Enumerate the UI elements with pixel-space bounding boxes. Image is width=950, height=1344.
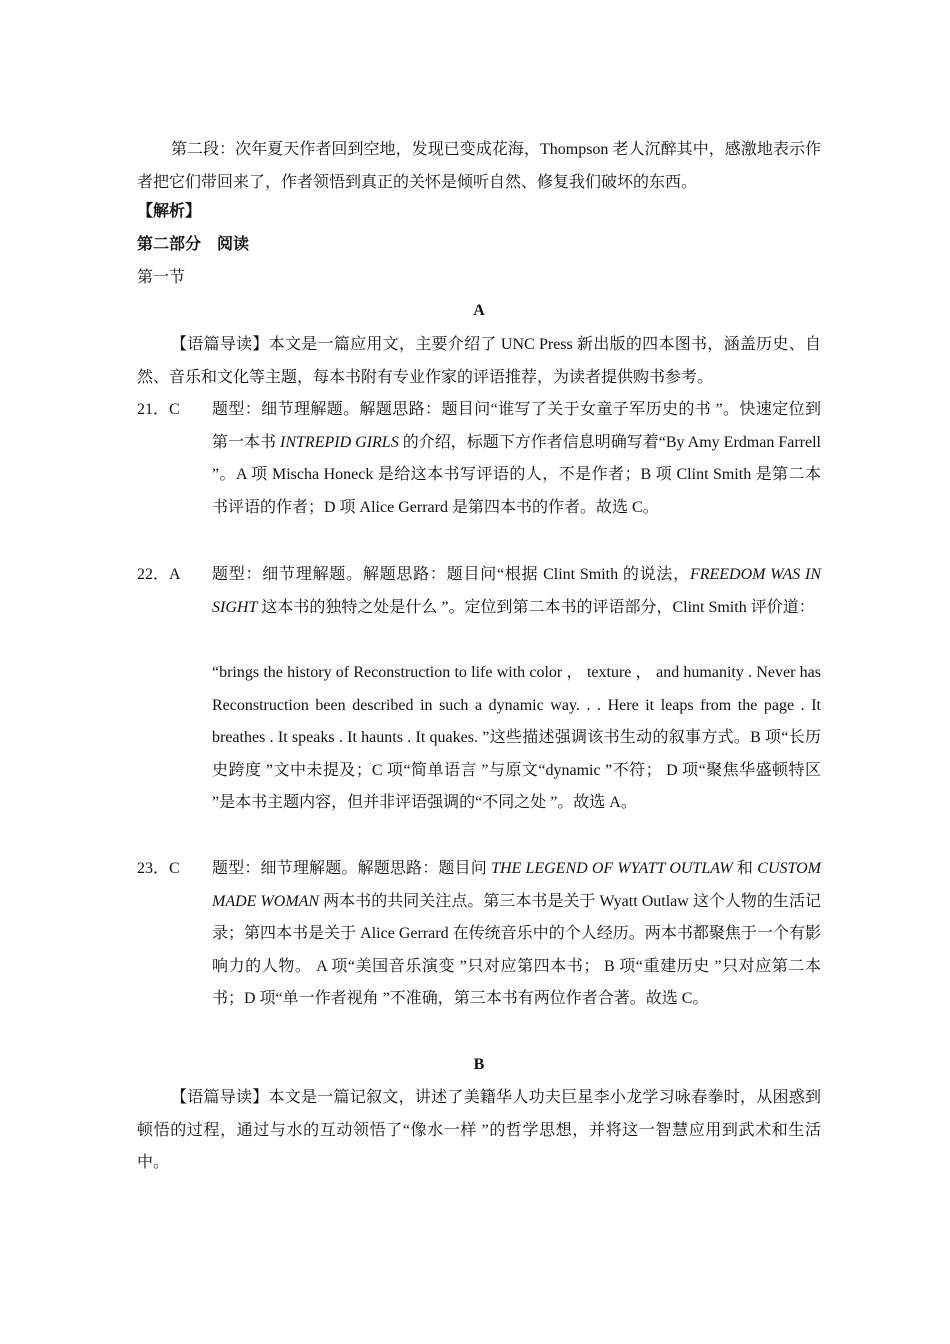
intro-paragraph: 第二段：次年夏天作者回到空地，发现已变成花海，Thompson 老人沉醉其中，感激地表示作者把它们带回来了，作者领悟到真正的关怀是倾听自然、修复我们破坏的东西。 (137, 141, 821, 191)
q22-quote: “brings the history of Reconstruction to life with color ， texture ， and humanity . Never has Reconstruction been described in such a dynamic way. . . Here it leaps from the page . It breathes . It speaks . It haunts . It quakes. ”这些描述强调该书生动的叙事方式。B 项“长历史跨度 ”文中未提及；C 项“简单语言 ”与原文“dynamic ”不符； D 项“聚焦华盛顿特区 ”是本书主题内容，但并非评语强调的“不同之处 ”。故选 A。 (212, 664, 821, 812)
part-heading: 第二部分 阅读 (137, 236, 250, 253)
q22-explanation (212, 559, 821, 624)
q23-explanation (212, 853, 821, 1016)
passage-b-guide: 【语篇导读】本文是一篇记叙文，讲述了美籍华人功夫巨星李小龙学习咏春拳时，从困惑到顿悟的过程，通过与水的互动领悟了“像水一样 ”的哲学思想，并将这一智慧应用到武术和生活中。 (137, 1089, 821, 1171)
q21-number: 21．C (137, 401, 180, 418)
passage-b-letter: B (473, 1056, 485, 1073)
q21-text-1: 题型：细节理解题。解题思路：题目问“谁写了关于女童子军历史的书 ”。快速定位到第一本书 (212, 401, 821, 451)
q22-text-2: 这本书的独特之处是什么 ”。定位到第二本书的评语部分，Clint Smith 评价道： (257, 598, 815, 616)
q21-text-2: 的介绍，标题下方作者信息明确写着“By Amy Erdman Farrell ”。A 项 Mischa Honeck 是给这本书写评语的人，不是作者；B 项 Clint Smith 是第二本书评语的作者；D 项 Alice Gerrard 是第四本书的作者。故选 C。 (212, 433, 821, 516)
passage-a-letter: A (473, 302, 485, 319)
q21-explanation (212, 394, 821, 524)
q23-text-2: 和 (732, 860, 758, 877)
q23-number: 23．C (137, 860, 180, 877)
q21-book-title: INTREPID GIRLS (280, 433, 399, 451)
q23-book-title-1: THE LEGEND OF WYATT OUTLAW (491, 860, 733, 877)
q22-book-title: FREEDOM WAS IN SIGHT (212, 566, 821, 616)
q22-number: 22．A (137, 566, 181, 583)
q23-book-title-2: CUSTOM MADE WOMAN (212, 860, 821, 910)
q23-text-3: 两本书的共同关注点。第三本书是关于 Wyatt Outlaw 这个人物的生活记录；第四本书是关于 Alice Gerrard 在传统音乐中的个人经历。两本书都聚焦于一个有影响力的人物。 A 项“美国音乐演变 ”只对应第四本书； B 项“重建历史 ”只对应第二本书；D 项“单一作者视角 ”不准确，第三本书有两位作者合著。故选 C。 (212, 892, 821, 1007)
q22-text-1: 题型：细节理解题。解题思路：题目问“根据 Clint Smith 的说法， (212, 566, 690, 583)
q23-text-1: 题型：细节理解题。解题思路：题目问 (212, 860, 492, 877)
jiexi-heading: 【解析】 (137, 203, 202, 220)
section-heading: 第一节 (137, 269, 186, 286)
passage-a-guide: 【语篇导读】本文是一篇应用文，主要介绍了 UNC Press 新出版的四本图书，涵盖历史、自然、音乐和文化等主题，每本书附有专业作家的评语推荐，为读者提供购书参考。 (137, 336, 821, 386)
